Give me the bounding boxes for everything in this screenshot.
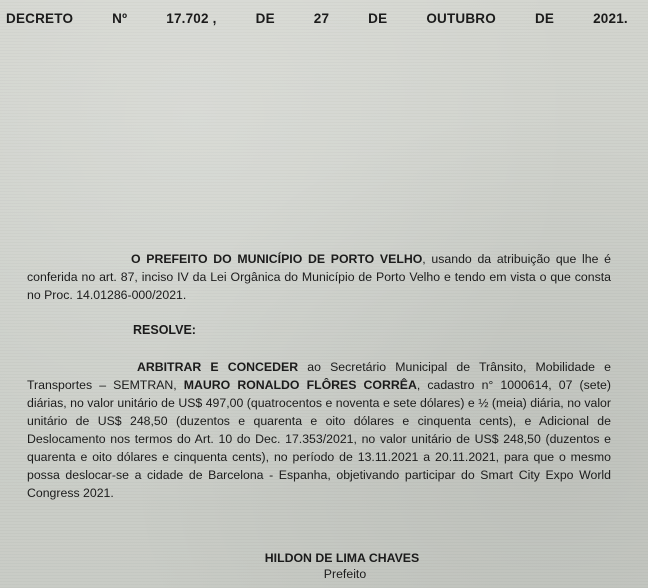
signature-block [0,550,648,582]
decree-label: DECRETO [6,11,74,26]
body-lead: ARBITRAR E CONCEDER [137,360,299,374]
header-de-1: DE [255,11,275,26]
header-de-3: DE [534,11,555,26]
body-text-1: ao Secretário Municipal de Trânsito, Mobilidade e Transportes – SEMTRAN, [27,360,611,392]
preamble-paragraph [27,250,611,304]
decree-number: 17.702 , [166,11,217,26]
signatory-role: Prefeito [323,567,367,581]
beneficiary-name: MAURO RONALDO FLÔRES CORRÊA [183,378,417,392]
decree-header [6,11,628,26]
number-symbol: Nº [112,11,128,26]
resolve-heading: RESOLVE: [133,323,196,337]
body-text-2: , cadastro n° 1000614, 07 (sete) diárias, no valor unitário de US$ 497,00 (quatrocentos e noventa e sete dólares) e ½ (meia) diária, no valor unitário de US$ 248,50 (duzentos e quarenta e oito dólares e cinquenta cents), e Adicional de Deslocamento nos termos do Art. 10 do Dec. 17.353/2021, no valor unitário de US$ 248,50 (duzentos e quarenta e oito dólares e cinquenta cents), no período de 13.11.2021 a 20.11.2021, para que o mesmo possa deslocar-se a cidade de Barcelona - Espanha, objetivando participar do Smart City Expo World Congress 2021. [27,378,611,500]
decree-day: 27 [313,11,330,26]
header-de-2: DE [368,11,388,26]
preamble-lead: O PREFEITO DO MUNICÍPIO DE PORTO VELHO [131,252,423,266]
decree-year: 2021. [593,11,628,26]
signatory-name: HILDON DE LIMA CHAVES [264,551,420,565]
decree-month: OUTUBRO [426,11,496,26]
body-paragraph [27,358,611,502]
preamble-text: , usando da atribuição que lhe é conferida no art. 87, inciso IV da Lei Orgânica do Município de Porto Velho e tendo em vista o que consta no Proc. 14.01286-000/2021. [27,252,611,302]
